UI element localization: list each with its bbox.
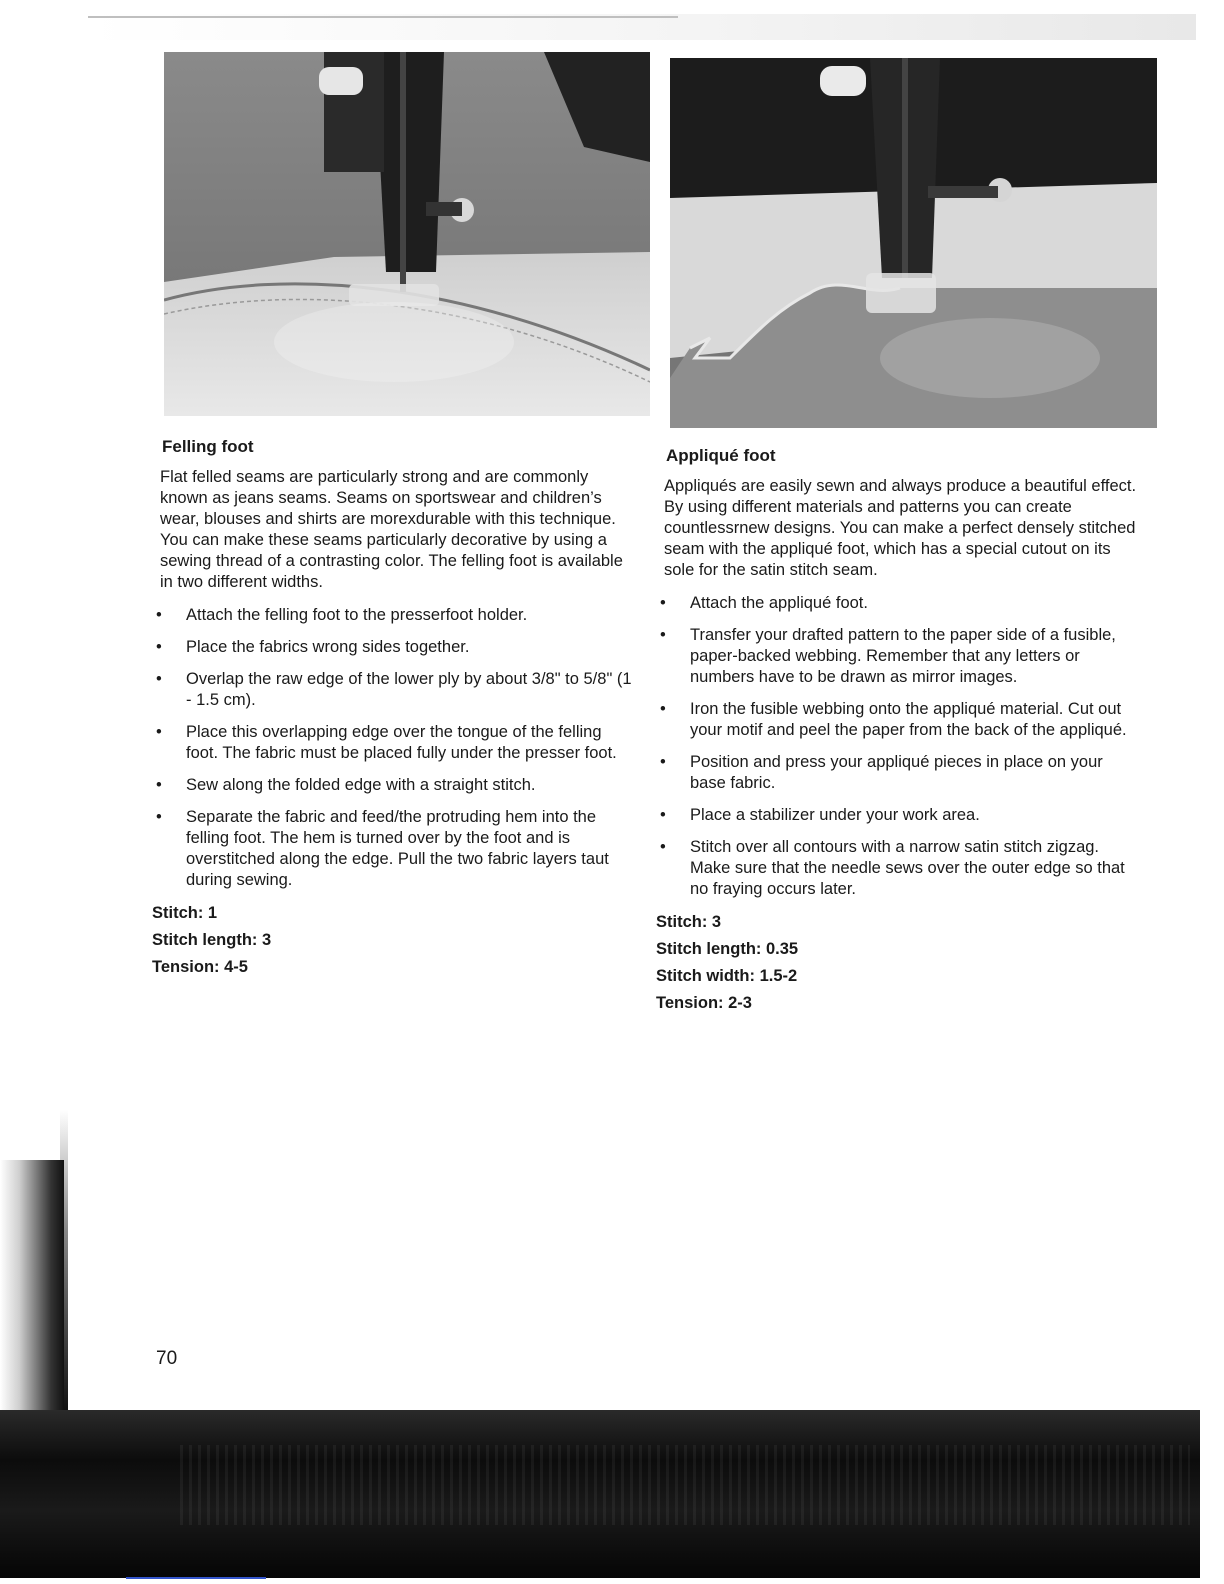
bullet-icon: • [660, 838, 666, 856]
felling-foot-intro: Flat felled seams are particularly strong and are commonly known as jeans seams. Seams on sportswear and children’s wear, blouses and shirts are morexdurable with this technique. You can make these seams particularly decorative by using a sewing thread of a contrasting color. The felling foot is available in two different widths. [160, 468, 623, 591]
scan-left-shadow [0, 1160, 64, 1440]
list-item [152, 807, 636, 891]
list-item [656, 752, 1142, 794]
list-item [152, 775, 636, 796]
felling-foot-steps [152, 605, 636, 891]
applique-foot-settings [656, 912, 1142, 1014]
bullet-icon: • [156, 638, 162, 656]
bullet-icon: • [660, 594, 666, 612]
bullet-icon: • [156, 776, 162, 794]
setting-stitch-length: Stitch length: 3 [152, 931, 272, 949]
setting-stitch: Stitch: 3 [656, 913, 722, 931]
bullet-icon: • [156, 606, 162, 624]
list-item [152, 605, 636, 626]
step-text: Place the fabrics wrong sides together. [186, 638, 470, 656]
setting-stitch-length: Stitch length: 0.35 [656, 940, 799, 958]
applique-foot-intro: Appliqués are easily sewn and always produce a beautiful effect. By using different materials and patterns you can create countlessrnew designs. You can make a perfect densely stitched seam with the appliqué foot, which has a special cutout on its sole for the satin stitch seam. [664, 477, 1137, 579]
list-item [656, 625, 1142, 688]
step-text: Place a stabilizer under your work area. [690, 806, 980, 824]
bullet-icon: • [660, 753, 666, 771]
step-text: Iron the fusible webbing onto the appliqué material. Cut out your motif and peel the paper from the back of the appliqué. [690, 700, 1127, 739]
step-text: Attach the appliqué foot. [690, 594, 868, 612]
scan-top-line [88, 16, 678, 18]
bullet-icon: • [660, 626, 666, 644]
bullet-icon: • [156, 808, 162, 826]
list-item [656, 699, 1142, 741]
applique-foot-heading: Appliqué foot [666, 446, 776, 465]
felling-foot-photo [164, 52, 650, 416]
page-number: 70 [156, 1348, 178, 1369]
setting-tension: Tension: 2-3 [656, 994, 752, 1012]
bullet-icon: • [156, 670, 162, 688]
step-text: Place this overlapping edge over the tongue of the felling foot. The fabric must be placed fully under the presser foot. [186, 723, 617, 762]
step-text: Separate the fabric and feed/the protruding hem into the felling foot. The hem is turned over by the foot and is overstitched along the edge. Pull the two fabric layers taut during sewing. [186, 808, 609, 889]
felling-foot-section [152, 436, 636, 984]
list-item [656, 805, 1142, 826]
step-text: Attach the felling foot to the presserfoot holder. [186, 606, 528, 624]
bullet-icon: • [660, 806, 666, 824]
step-text: Transfer your drafted pattern to the paper side of a fusible, paper-backed webbing. Remember that any letters or numbers have to be drawn as mirror images. [690, 626, 1116, 686]
scan-bottom-noise [180, 1445, 1190, 1525]
felling-foot-settings [152, 903, 636, 978]
list-item [656, 593, 1142, 614]
step-text: Overlap the raw edge of the lower ply by about 3/8" to 5/8" (1 - 1.5 cm). [186, 670, 632, 709]
list-item [152, 669, 636, 711]
applique-foot-photo [670, 58, 1157, 428]
setting-stitch: Stitch: 1 [152, 904, 218, 922]
step-text: Position and press your appliqué pieces in place on your base fabric. [690, 753, 1103, 792]
list-item [656, 837, 1142, 900]
applique-foot-steps [656, 593, 1142, 900]
setting-stitch-width: Stitch width: 1.5-2 [656, 967, 798, 985]
list-item [152, 637, 636, 658]
list-item [152, 722, 636, 764]
step-text: Sew along the folded edge with a straight stitch. [186, 776, 536, 794]
step-text: Stitch over all contours with a narrow satin stitch zigzag. Make sure that the needle sews over the outer edge so that no fraying occurs later. [690, 838, 1125, 898]
bullet-icon: • [156, 723, 162, 741]
bullet-icon: • [660, 700, 666, 718]
bottom-rule [126, 1577, 266, 1579]
setting-tension: Tension: 4-5 [152, 958, 248, 976]
applique-foot-section [656, 445, 1142, 1020]
felling-foot-heading: Felling foot [162, 437, 254, 456]
